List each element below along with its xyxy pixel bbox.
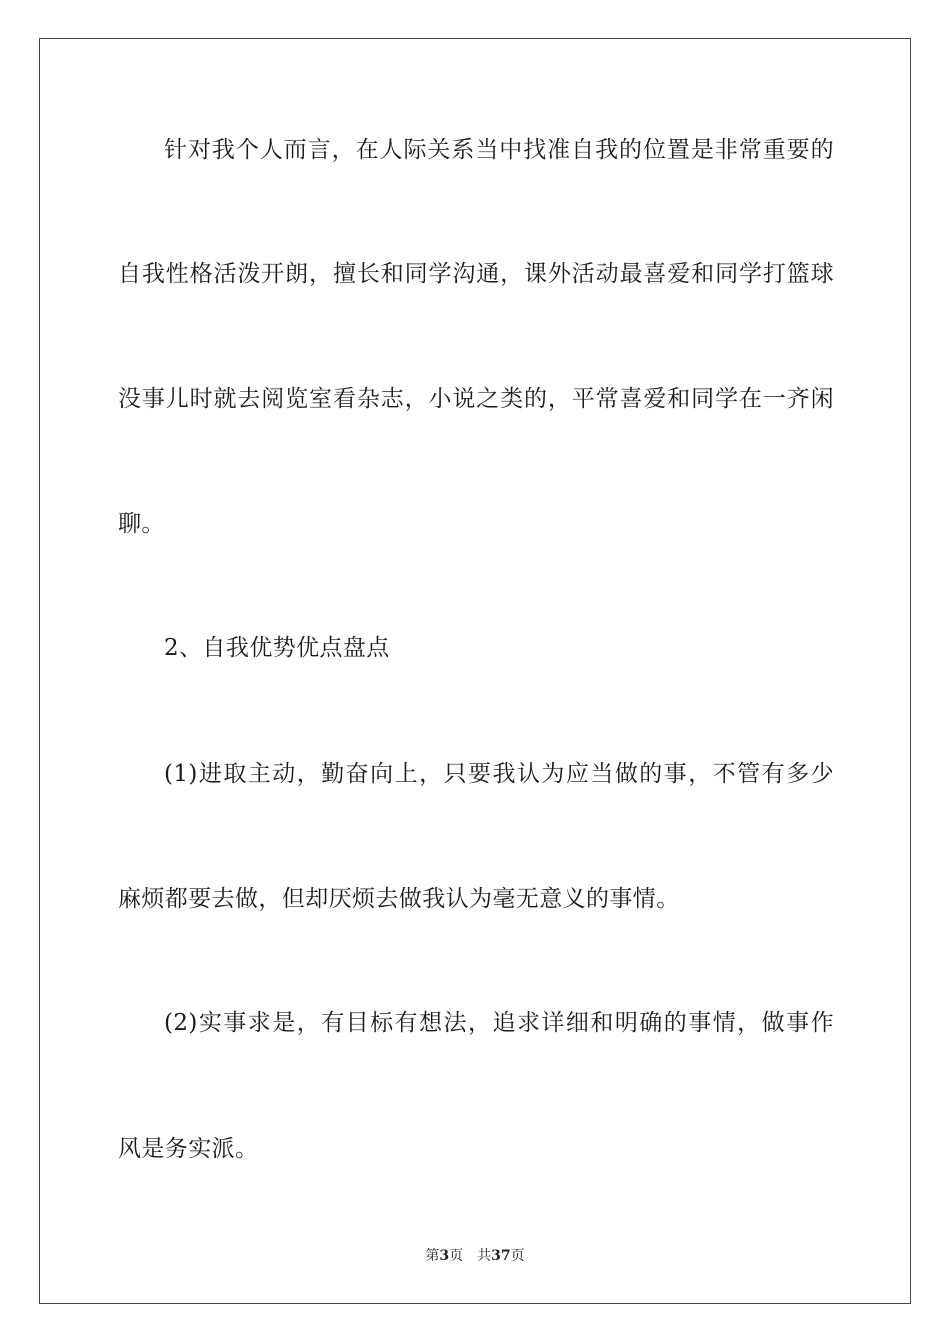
- page-footer: [0, 1247, 950, 1265]
- section-heading: 2、自我优势优点盘点: [164, 635, 390, 661]
- paragraph-line-4: 聊。: [118, 511, 165, 537]
- point-2-line-1: (2)实事求是，有目标有想法，追求详细和明确的事情，做事作: [164, 1010, 834, 1036]
- footer-page-suffix: 页: [449, 1248, 464, 1264]
- page-border: [39, 38, 911, 1304]
- point-2-line-2: 风是务实派。: [118, 1136, 259, 1162]
- point-1-line-1: (1)进取主动，勤奋向上，只要我认为应当做的事，不管有多少: [164, 761, 834, 787]
- paragraph-line-2: 自我性格活泼开朗，擅长和同学沟通，课外活动最喜爱和同学打篮球: [118, 261, 834, 287]
- footer-total-pages: 37: [491, 1248, 511, 1264]
- footer-page-prefix: 第: [425, 1248, 440, 1264]
- point-1-line-2: 麻烦都要去做，但却厌烦去做我认为毫无意义的事情。: [118, 886, 680, 912]
- footer-total-prefix: 共: [477, 1248, 492, 1264]
- footer-total-suffix: 页: [510, 1248, 525, 1264]
- paragraph-line-1: 针对我个人而言，在人际关系当中找准自我的位置是非常重要的: [164, 137, 834, 163]
- paragraph-line-3: 没事儿时就去阅览室看杂志，小说之类的，平常喜爱和同学在一齐闲: [118, 386, 834, 412]
- footer-page-number: 3: [439, 1248, 450, 1264]
